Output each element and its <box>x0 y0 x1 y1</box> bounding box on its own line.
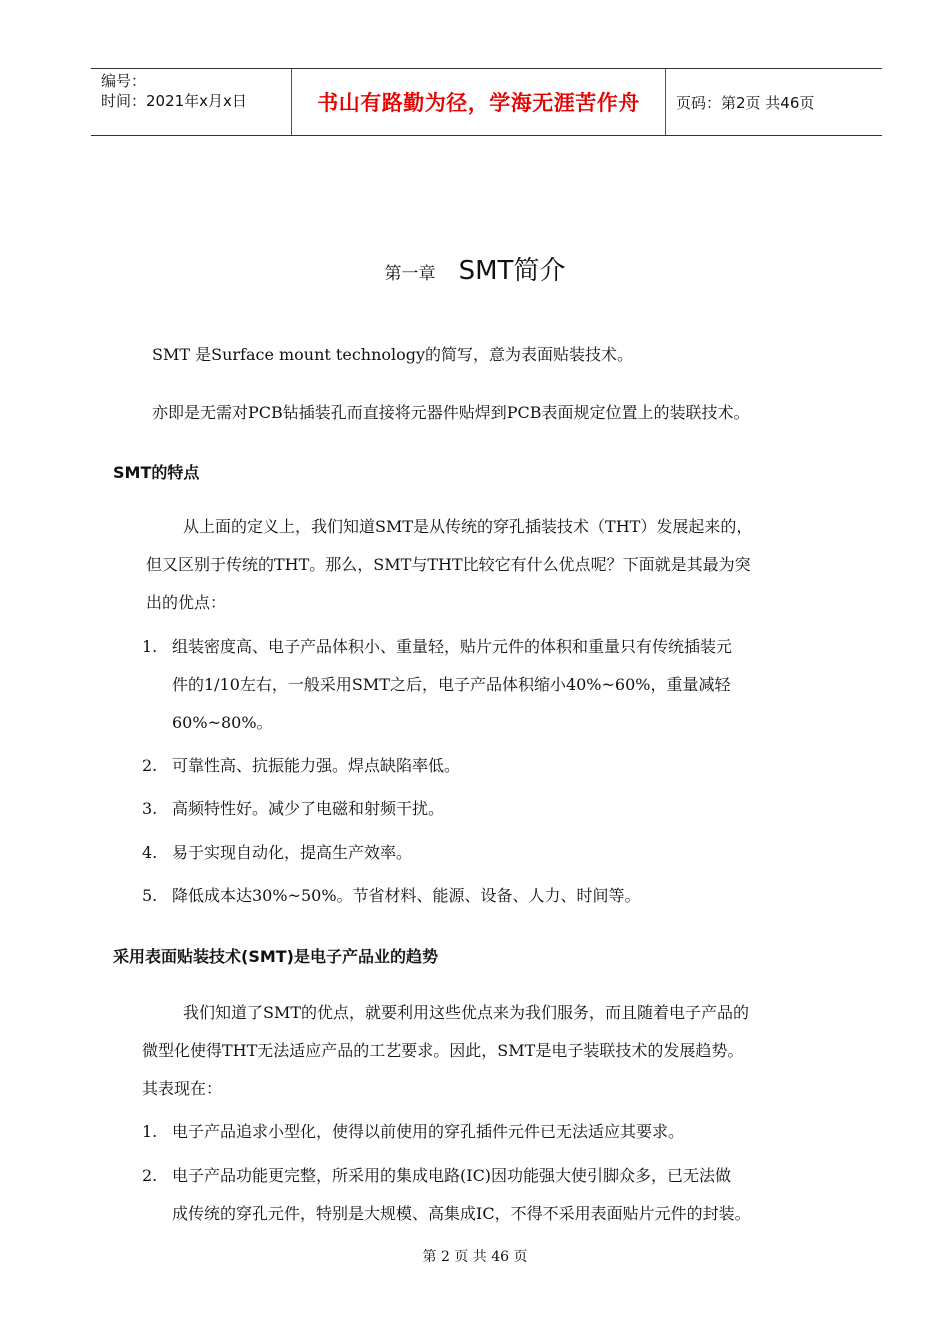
list-item-text: 电子产品追求小型化，使得以前使用的穿孔插件元件已无法适应其要求。 <box>172 1122 685 1141</box>
section2-para-line-3: 其表现在： <box>142 1079 223 1098</box>
list-item-number: 2. <box>142 756 158 775</box>
list-item-text: 组装密度高、电子产品体积小、重量轻，贴片元件的体积和重量只有传统插装元 <box>172 637 733 656</box>
section2-para-line-1: 我们知道了SMT的优点，就要利用这些优点来为我们服务，而且随着电子产品的 <box>183 1003 750 1022</box>
header-meta <box>91 69 292 135</box>
header-motto: 书山有路勤为径，学海无涯苦作舟 <box>317 91 640 115</box>
section1-para-line-2: 但又区别于传统的THT。那么，SMT与THT比较它有什么优点呢？下面就是其最为突 <box>146 555 751 574</box>
chapter-number: 第一章 <box>384 264 436 284</box>
list-item <box>142 747 460 785</box>
list-item-text: 易于实现自动化，提高生产效率。 <box>172 843 413 862</box>
list-item-text: 可靠性高、抗振能力强。焊点缺陷率低。 <box>172 756 461 775</box>
section1-para-line-3: 出的优点： <box>146 593 227 612</box>
list-item-number: 4. <box>142 843 158 862</box>
document-header <box>91 68 882 136</box>
list-item <box>142 877 641 915</box>
list-item-number: 3. <box>142 799 158 818</box>
code-label: 编号： <box>101 72 147 90</box>
list-item-text: 60%~80%。 <box>172 713 273 732</box>
page-info: 页码：第2页 共46页 <box>676 93 815 112</box>
list-item-number: 2. <box>142 1166 158 1185</box>
intro-paragraph-2: 亦即是无需对PCB钻插装孔而直接将元器件贴焊到PCB表面规定位置上的装联技术。 <box>152 403 750 422</box>
time-label: 时间：2021年x月x日 <box>101 92 247 110</box>
list-item <box>142 834 412 872</box>
list-item-text: 成传统的穿孔元件，特别是大规模、高集成IC，不得不采用表面贴片元件的封装。 <box>172 1204 751 1223</box>
list-item <box>142 790 444 828</box>
list-item-number: 5. <box>142 886 158 905</box>
page-footer: 第 2 页 共 46 页 <box>422 1249 528 1265</box>
list-item-text: 电子产品功能更完整，所采用的集成电路(IC)因功能强大使引脚众多，已无法做 <box>172 1166 732 1185</box>
list-item-text: 件的1/10左右，一般采用SMT之后，电子产品体积缩小40%~60%，重量减轻 <box>172 675 731 694</box>
section2-para-line-2: 微型化使得THT无法适应产品的工艺要求。因此，SMT是电子装联技术的发展趋势。 <box>142 1041 744 1060</box>
header-page-info <box>666 69 882 135</box>
list-item <box>142 628 732 742</box>
list-item-text: 降低成本达30%~50%。节省材料、能源、设备、人力、时间等。 <box>172 886 641 905</box>
intro-paragraph-1: SMT 是Surface mount technology的简写，意为表面贴装技术。 <box>152 345 634 364</box>
list-item <box>142 1113 684 1151</box>
section1-para-line-1: 从上面的定义上，我们知道SMT是从传统的穿孔插装技术（THT）发展起来的， <box>183 517 753 536</box>
header-motto-cell <box>292 69 666 135</box>
list-item-number: 1. <box>142 1122 158 1141</box>
section-heading-trend: 采用表面贴装技术(SMT)是电子产品业的趋势 <box>113 947 438 966</box>
chapter-heading <box>0 250 950 287</box>
list-item-text: 高频特性好。减少了电磁和射频干扰。 <box>172 799 445 818</box>
chapter-title: SMT简介 <box>458 256 566 286</box>
list-item-number: 1. <box>142 637 158 656</box>
list-item <box>142 1157 751 1233</box>
section-heading-features: SMT的特点 <box>113 463 200 482</box>
